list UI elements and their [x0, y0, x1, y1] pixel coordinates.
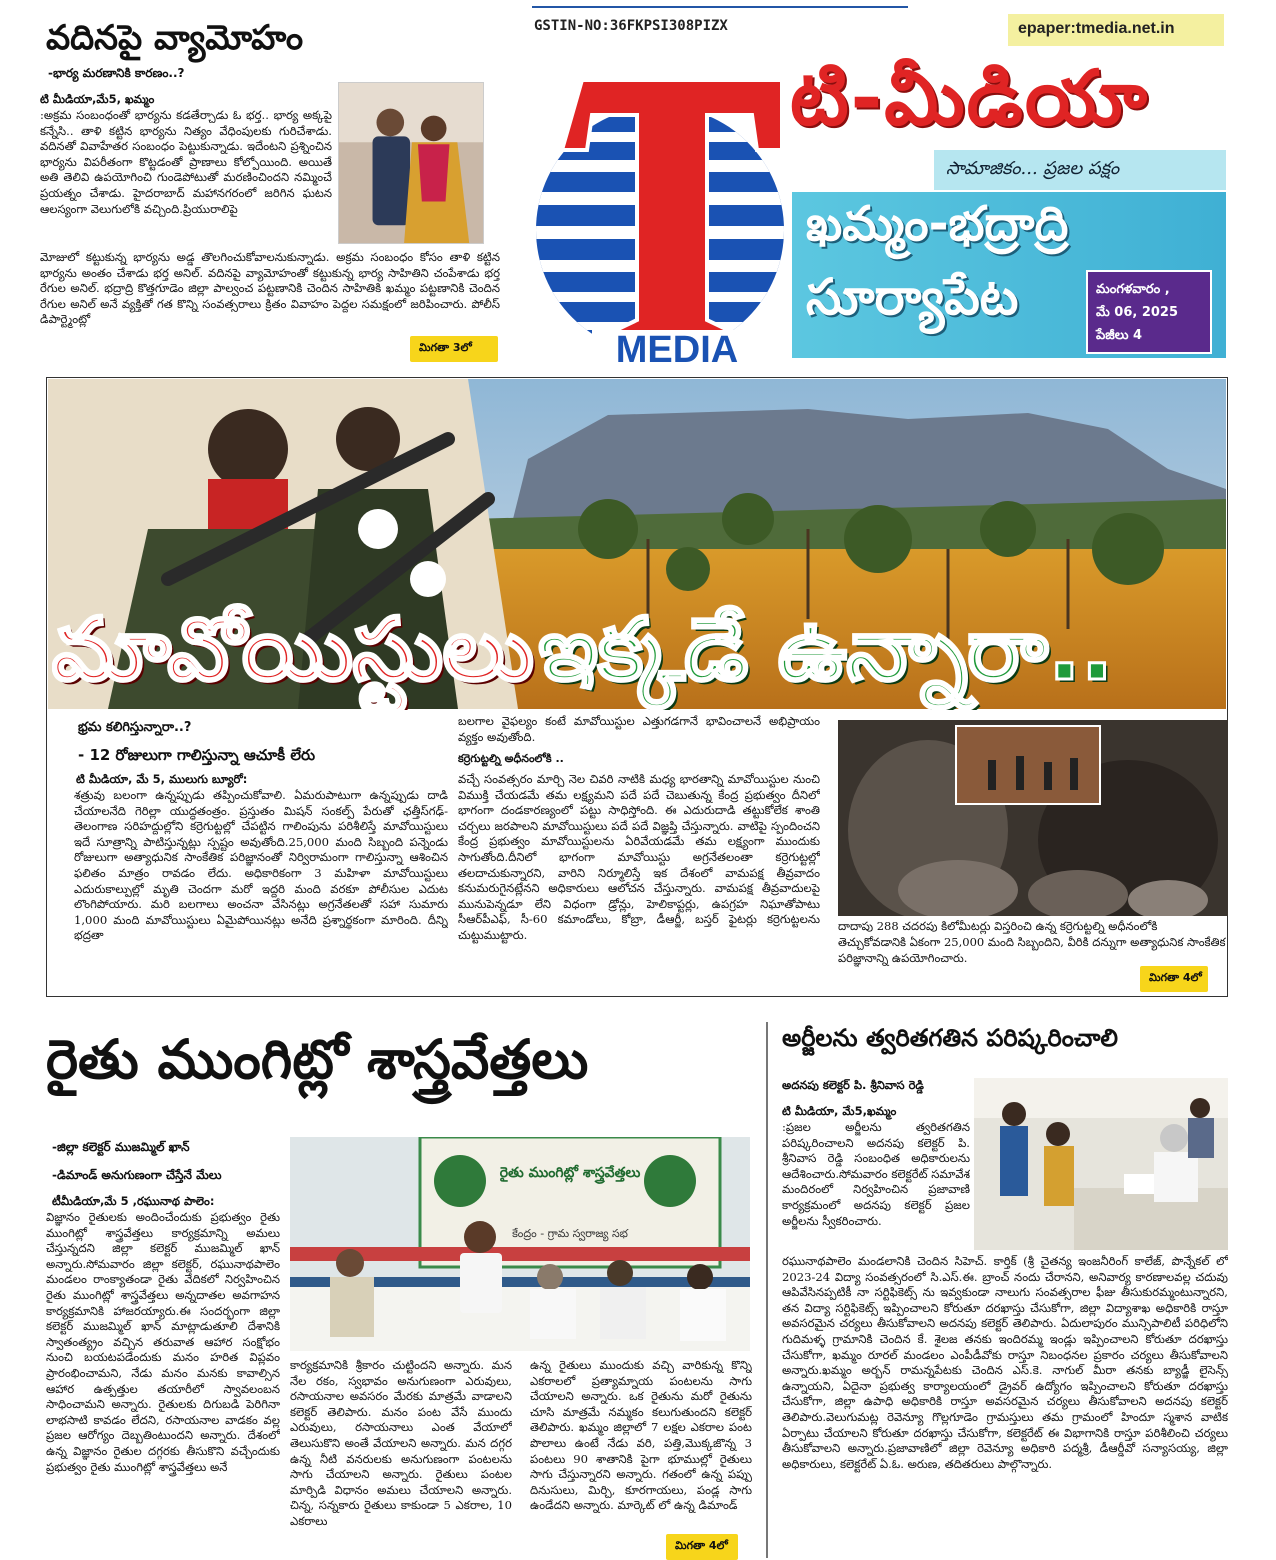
- column-divider: [766, 1022, 768, 1558]
- region-line-2: సూర్యాపేట: [806, 268, 1019, 326]
- farm-byline: టీమీడియా,మే 5 ,రఘునాథ పాలెం:: [52, 1194, 215, 1208]
- farm-col3-body: ఉన్న రైతులు ముందుకు వచ్చి వారికున్న కొన్ని ఎకరాలలో ప్రత్యామ్నాయ పంటలను సాగు చేయాలని అన్నారు. ఒక రైతును మరో రైతును చూసి మాత్రమే నమ్మకం కలుగుతుందని కలెక్టర్ తెలిపారు. ఖమ్మం జిల్లాలో 7 లక్షల ఎకరాల పంట పొలాలు ఉంటే నేడు వరి, పత్తి,మొక్కజొన్న 3 పంటలు 90 శాతానికి పైగా భూముల్లో రైతులు సాగు చేస్తున్నారని అన్నారు. గతంలో ఉన్న పప్పు దినుసులు, మిర్చి, కూరగాయలు, పండ్ల సాగు ఉండేదని అన్నారు. మార్కెట్ లో ఉన్న డిమాండ్: [530, 1358, 752, 1513]
- tmedia-logo: [532, 60, 812, 370]
- couple-photo: [338, 82, 484, 244]
- masthead-top-rule: [532, 6, 908, 8]
- top-story-subhead: -భార్య మరణానికి కారణం..?: [48, 66, 185, 80]
- page-count: పేజీలు 4: [1096, 328, 1143, 343]
- top-story-body: :అక్రమ సంబంధంతో భార్యను కడతేర్చాడు ఓ భర్త.. భార్య అక్కపై కన్నేసి.. తాళి కట్టిన భార్యను నిత్యం వేధింపులకు గురిచేశాడు. వదినతో వివాహేతర సంబంధం పెట్టుకున్నాడు. ఇదేంటని ప్రశ్నించిన భార్యను విపరీతంగా కొట్టడంతో ప్రాణాలు కోల్పోయింది. అయితే అతి తెలివి ఉపయోగించి గుండెపోటుతో మరణించిందని నమ్మించే ప్రయత్నం చేశాడు. హైదరాబాద్ మహానగరంలో జరిగిన ఘటన ఆలస్యంగా వెలుగులోకి వచ్చింది.ప్రియురాలిపై: [40, 108, 332, 216]
- paper-name-block: [790, 50, 1230, 150]
- region-line-1: ఖమ్మం-భద్రాద్రి: [806, 196, 1069, 252]
- paper-name: టి-మీడియా: [790, 53, 1149, 142]
- farm-headline: రైతు ముంగిట్లో శాస్త్రవేత్తలు: [46, 1028, 589, 1091]
- tagline-band: [934, 150, 1226, 190]
- grievance-subhead: అదనపు కలెక్టర్ పి. శ్రీనివాస రెడ్డి: [782, 1078, 924, 1092]
- gstin-number: GSTIN-NO:36FKPSI308PIZX: [534, 18, 728, 34]
- issue-date: మే 06, 2025: [1096, 305, 1179, 320]
- main-col2-body: వచ్చే సంవత్సరం మార్చి నెల చివరి నాటికి మధ్య భారతాన్ని మావోయిస్టుల నుంచి విముక్తి చేయడమే తమ లక్ష్యమని పదే పదే చెబుతున్న కేంద్ర ప్రభుత్వం దీనిలో భాగంగా దండకారణ్యంలో పట్టు సాధిస్తోంది. ఈ ఎదురుదాడి తట్టుకోలేక శాంతి చర్చలు జరపాలని మావోయిస్టులు పదే పదే విజ్ఞప్తి చేస్తున్నారు. వాటిపై స్పందించని కేంద్ర ప్రభుత్వం మావోయిస్టులను ఏరివేయడమే తమ లక్ష్యంగా ముందుకు సాగుతోంది.దీనిలో భాగంగా మావోయిస్టు అగ్రనేతలంతా కర్రెగుట్టల్లో తలదాచుకున్నారని, వారిని నిర్మూలిస్తే ఇక దేశంలో వామపక్ష తీవ్రవాదం కనుమరుగైనట్లేనని అధికారులు ఆలోచన చేస్తున్నారు. వామపక్ష తీవ్రవాదులపై మునుపెన్నడూ లేని విధంగా డ్రోన్లు, హెలికాప్టర్లు, ఉపగ్రహ నిఘాతోపాటు సీఆర్‌పీఎఫ్, సీ-60 కమాండోలు, కోబ్రా, డీఆర్జీ, బస్తర్ ఫైటర్లు కర్రెగుట్టలను చుట్టుముట్టారు.: [458, 772, 820, 942]
- farm-event-photo: [290, 1137, 750, 1351]
- main-col1-body: శత్రువు బలంగా ఉన్నప్పుడు తప్పించుకోవాలి. ఏమరుపాటుగా ఉన్నప్పుడు దాడి చేయాలనేది గెరిల్లా యుద్ధతంత్రం. ప్రస్తుతం మిషన్ సంకల్ప్ పేరుతో ఛత్తీస్‌గఢ్-తెలంగాణ సరిహద్దుల్లోని కర్రెగుట్టల్లో చేపట్టిన గాలింపును పరిశీలిస్తే మావోయిస్టులు ఇదే సూత్రాన్ని పాటిస్తున్నట్లు స్పష్టం అవుతోంది.25,000 మంది సిబ్బంది పన్నెండు రోజులుగా అత్యాధునిక సాంకేతిక పరిజ్ఞానంతో నిర్విరామంగా గాలిస్తున్నా ఆశించిన ఫలితం మాత్రం రావడం లేదు. అధికారికంగా 3 మహిళా మావోయిస్టులు ఎదురుకాల్పుల్లో మృతి చెందగా మరో ఇద్దరి మంది వరకూ పోలీసుల ఎదుట లొంగిపోయారు. మరి బలగాలు అంచనా వేసినట్లు అగ్రనేతలతో సహా సుమారు 1,000 మంది మావోయిస్టులు ఏమైపోయినట్లు అనేది ప్రశ్నార్థకంగా మారింది. దీన్ని భద్రతా: [74, 788, 448, 943]
- logo-media-word: MEDIA: [615, 329, 739, 370]
- cave-photo-caption: దాదాపు 288 చదరపు కిలోమీటర్లు విస్తరించి ఉన్న కర్రెగుట్టల్ని అధీనంలోకి తెచ్చుకోవడానికి ఏకంగా 25,000 మంది సిబ్బందిని, వీరికి దన్నుగా అత్యాధునిక సాంకేతిక పరిజ్ఞానాన్ని ఉపయోగించారు.: [838, 919, 1226, 965]
- main-headline-part2: ఇక్కడే ఉన్నారా..: [538, 600, 1114, 700]
- farm-col2-body: కార్యక్రమానికి శ్రీకారం చుట్టిందని అన్నారు. మన నేల రకం, స్వభావం అనుగుణంగా ఎరువులు, రసాయనాల అవసరం మేరకు మాత్రమే వాడాలని కలెక్టర్ తెలిపారు. మనం పంట వేసే ముందు ఎరువులు, రసాయనాలు ఎంత వేయాలో తెలుసుకొని అంతే వేయాలని అన్నారు. మన దగ్గర ఉన్న నీటి వనరులకు అనుగుణంగా పంటలను సాగు చేయాలని అన్నారు. రైతులు పంటల మార్పిడి విధానం అమలు చేయాలని అన్నారు. చిన్న, సన్నకారు రైతులు కాకుండా 5 ఎకరాల, 10 ఎకరాలు: [290, 1358, 512, 1528]
- farm-continued[interactable]: మిగతా 4లో: [666, 1534, 738, 1560]
- top-story-body-wide: మోజులో కట్టుకున్న భార్యను అడ్డ తొలగించుకోవాలనుకున్నాడు. అక్రమ సంబంధం కోసం తాళి కట్టిన భార్యను అంతం చేశాడు భర్త అనిల్. వదినపై వ్యామోహంతో కట్టుకున్న భార్య సాహితిని చంపేశాడు భర్త రేగుల అనిల్. భద్రాద్రి కొత్తగూడెం జిల్లా పాల్వంచ పట్టణానికి చెందిన సాహితికి ఖమ్మం పట్టణానికి చెందిన రేగుల అనిల్ అనే వ్యక్తితో గత కొన్ని సంవత్సరాలు క్రితం వివాహం పెద్దల సమక్షంలో జరిపించారు. పోలీస్ డిపార్ట్మెంట్లో: [40, 250, 500, 327]
- grievance-photo: [974, 1078, 1228, 1250]
- main-byline: టి మీడియా, మే 5, ములుగు బ్యూరో:: [76, 772, 248, 786]
- farm-subhead-2: -డిమాండ్ అనుగుణంగా చేస్తేనే మేలు: [52, 1168, 222, 1182]
- farm-subhead-1: -జిల్లా కలెక్టర్ ముజమ్మిల్ ఖాన్: [52, 1140, 190, 1154]
- farm-col1-body: విజ్ఞానం రైతులకు అందించేందుకు ప్రభుత్వం రైతు ముంగిట్లో శాస్త్రవేత్తలు కార్యక్రమాన్ని అమలు చేస్తున్నదని జిల్లా కలెక్టర్ ముజమ్మిల్ ఖాన్ అన్నారు.సోమవారం జిల్లా కలెక్టర్, రఘునాథపాలెం మండలం రాంక్యాతండా రైతు వేదికలో నిర్వహించిన రైతు ముంగిట్లో శాస్త్రవేత్తలు అన్నదాతల అవగాహన కార్యక్రమానికి హాజరయ్యారు.ఈ సందర్భంగా జిల్లా కలెక్టర్ ముజమ్మిల్ ఖాన్ మాట్లాడుతూలి దేశానికి స్వాతంత్య్రం వచ్చిన తరువాత ఆహార సంక్షోభం నుంచి బయటపడేందుకు మనం హరిత విప్లవం ప్రారంభించామని, నేడు మనం మనకు కావాల్సిన ఆహార ఉత్పత్తుల తయారీలో స్వావలంబన సాధించామని అన్నారు. రైతులకు దిగుబడి పెరిగినా లాభసాటి కావడం లేదని, రసాయనాల వాడకం వల్ల ప్రజల ఆరోగ్యం దెబ్బతింటుందని అన్నారు. దేశంలో ఉన్న విజ్ఞానం రైతుల దగ్గరకు తీసుకొని వచ్చేందుకు ప్రభుత్వం రైతు ముంగిట్లో శాస్త్రవేత్తలు అనే: [46, 1210, 280, 1474]
- tagline: సామాజికం... ప్రజల పక్షం: [946, 158, 1120, 179]
- top-story-byline: టి మీడియా,మే5, ఖమ్మం: [40, 92, 155, 106]
- grievance-narrow-body: :ప్రజల అర్జీలను త్వరితగతిన పరిష్కరించాలని అదనపు కలెక్టర్ పి. శ్రీనివాస రెడ్డి సంబంధిత అధికారులను ఆదేశించారు.సోమవారం కలెక్టరేట్ సమావేశ మందిరంలో నిర్వహించిన ప్రజావాణి కార్యక్రమంలో అదనపు కలెక్టర్ ప్రజల అర్జీలను స్వీకరించారు.: [782, 1120, 970, 1228]
- main-headline-part1: మావోయిస్టులు: [52, 600, 534, 700]
- grievance-headline: అర్జీలను త్వరితగతిన పరిష్కరించాలి: [782, 1024, 1119, 1052]
- grievance-byline: టి మీడియా, మే5,ఖమ్మం: [782, 1104, 897, 1118]
- epaper-url[interactable]: epaper:tmedia.net.in: [1018, 20, 1175, 37]
- banner-subtitle: కేంద్రం - గ్రామ స్వరాజ్య సభ: [512, 1227, 628, 1240]
- issue-day: మంగళవారం ,: [1096, 282, 1170, 297]
- main-subhead: - 12 రోజులుగా గాలిస్తున్నా ఆచూకీ లేరు: [78, 746, 316, 764]
- cave-photo: [838, 720, 1228, 916]
- main-col2-top: బలగాల వైఫల్యం కంటే మావోయిస్టుల ఎత్తుగడగానే భావించాలనే అభిప్రాయం వ్యక్తం అవుతోంది.: [458, 714, 820, 744]
- main-continued[interactable]: మిగతా 4లో: [1140, 966, 1208, 992]
- main-kicker: భ్రమ కలిగిస్తున్నారా..?: [78, 720, 192, 735]
- main-headline: [52, 600, 1222, 710]
- date-box: [1086, 270, 1212, 354]
- epaper-url-box: [1008, 14, 1224, 46]
- banner-title: రైతు ముంగిట్లో శాస్త్రవేత్తలు: [499, 1165, 641, 1181]
- main-col2-kicker: కర్రెగుట్టల్ని అధీనంలోకి ..: [458, 752, 564, 765]
- top-story-headline: వదినపై వ్యామోహం: [46, 18, 304, 58]
- top-story-continued[interactable]: మిగతా 3లో: [410, 336, 498, 362]
- grievance-wide-body: రఘునాథపాలెం మండలానికి చెందిన సిహెచ్. కార్తిక్ (శ్రీ చైతన్య ఇంజనీరింగ్ కాలేజ్, పొన్నేకల్ లో 2023-24 విద్యా సంవత్సరంలో సి.ఎస్.ఈ. బ్రాంచ్ నందు చేరానని, అనివార్య కారణాలవల్ల చదువు ఆపివేసినప్పటికీ నా సర్టిఫికెట్స్ ను ఇవ్వకుండా నాలుగు సంవత్సరాల ఫీజు తీసుకురమ్మంటున్నారని, తన విద్యా సర్టిఫికెట్స్ ఇప్పించాలని కోరుతూ దరఖాస్తు చేసుకోగా, జిల్లా విద్యాశాఖ అధికారికి రాస్తూ అవసరమైన చర్యలు తీసుకోవాలని అదనపు కలెక్టర్ తెలిపారు. ఏదులాపురం మున్సిపాలిటీ పరిధిలోని గుదిమళ్ళ గ్రామానికి చెందిన కే. శైలజ తనకు ఇందిరమ్మ ఇండ్లు ఇప్పించాలని కోరుతూ దరఖాస్తు చేసుకోగా, ఖమ్మం రూరల్ మండలం ఎంపీడీవోకు రాస్తూ నిబంధనల ప్రకారం చర్యలు తీసుకోవాలని అన్నారు.ఖమ్మం అర్బన్ రామన్నపేటకు చెందిన ఎస్.కె. నాగుల్ మీరా తనకు బ్యాడ్జీ లైసెన్స్ ఉన్నాయని, ఏదైనా ప్రభుత్వ కార్యాలయంలో డ్రైవర్ ఉద్యోగం ఇప్పించాలని కోరుతూ దరఖాస్తు చేసుకోగా, జిల్లా ఉపాధి అధికారికి రాస్తూ అవసరమైన చర్యలు తీసుకోవాలని అదనపు కలెక్టర్ తెలిపారు.వెలుగుమట్ల రెవెన్యూ గొల్లగూడెం గ్రామస్తులు తమ గ్రామంలో హిందూ స్మశాన వాటిక ఏర్పాటు చేయాలని కోరుతూ దరఖాస్తు చేసుకోగా, కలెక్టరేట్ ఈ విభాగానికి రాస్తూ పరిశీలించి చర్యలు తీసుకోవాలని అన్నారు.ప్రజావాణిలో జిల్లా రెవెన్యూ అధికారి పద్మశ్రీ, డీఆర్డీవో సన్యాసయ్య, జిల్లా అధికారులు, కలెక్టరేట్ ఏ.ఓ. అరుణ, తదితరులు పాల్గొన్నారు.: [782, 1254, 1228, 1471]
